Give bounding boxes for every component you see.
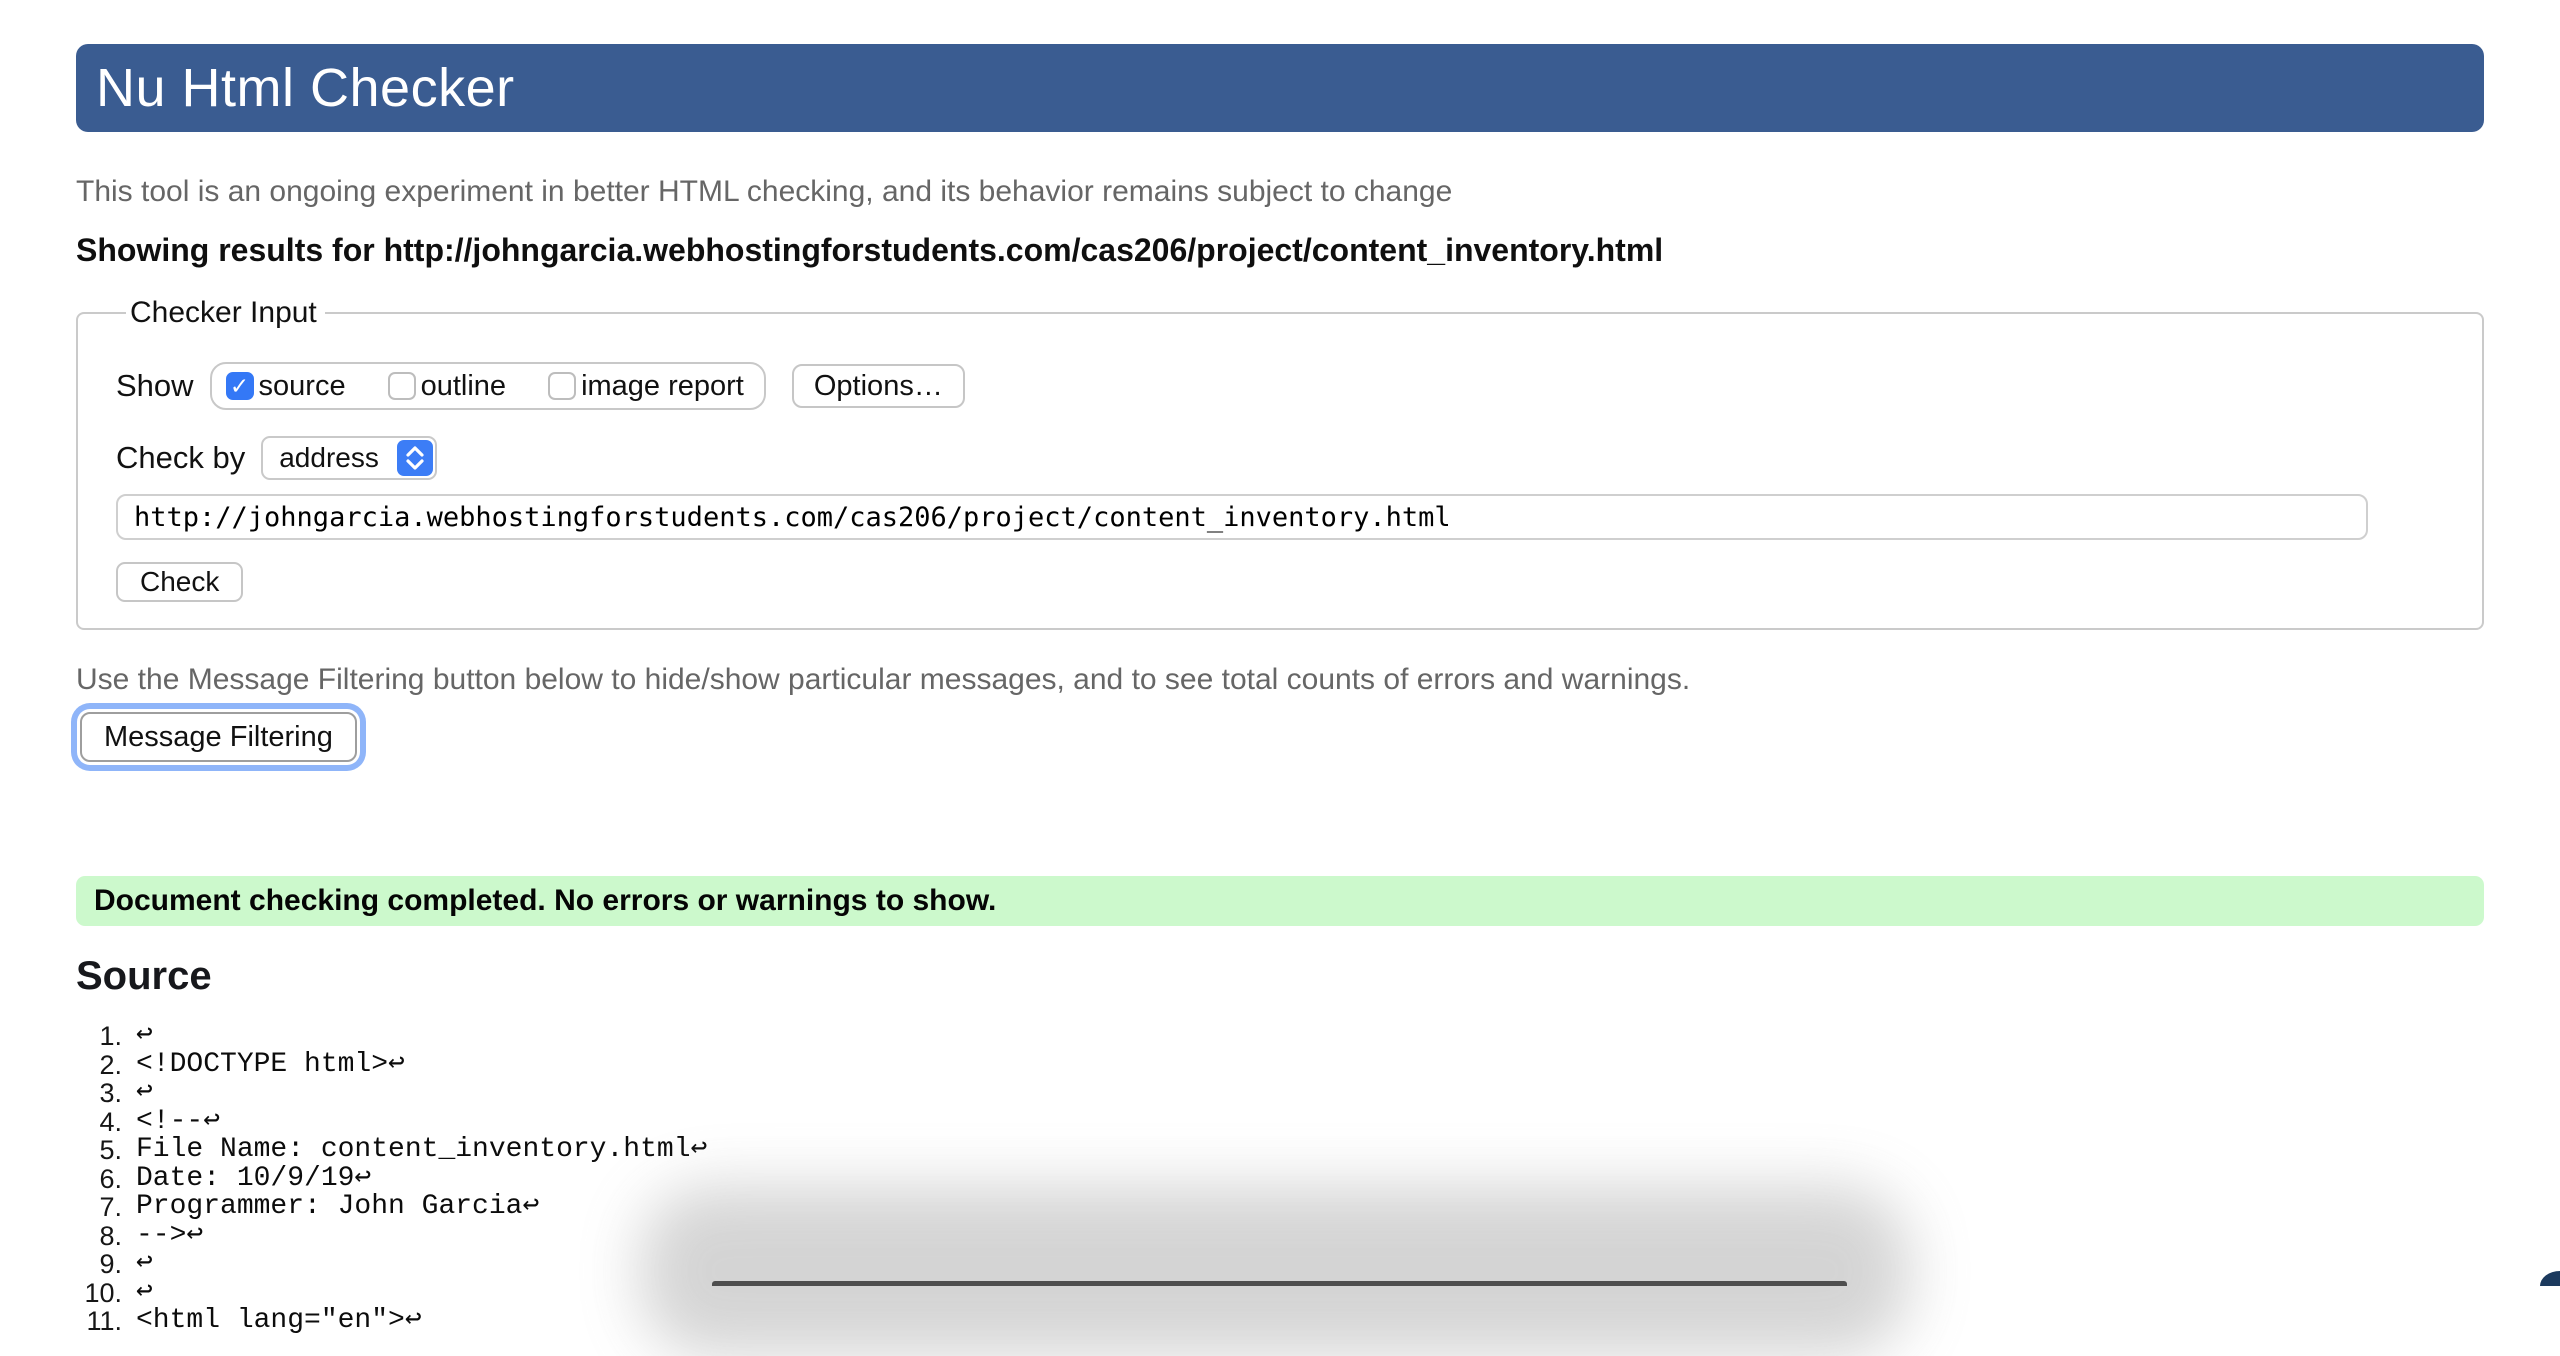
line-number bbox=[76, 1193, 122, 1222]
line-number bbox=[76, 1136, 122, 1165]
source-code: ↩ bbox=[136, 1276, 153, 1308]
options-button[interactable]: Options… bbox=[792, 364, 965, 408]
source-line bbox=[76, 1193, 2484, 1222]
source-code: ↩ bbox=[136, 1020, 153, 1051]
line-number bbox=[76, 1079, 122, 1108]
source-code: Programmer: John Garcia↩ bbox=[136, 1191, 540, 1222]
source-code: Date: 10/9/19↩ bbox=[136, 1162, 372, 1194]
check-button[interactable]: Check bbox=[116, 562, 243, 602]
checkbox-unchecked-icon[interactable] bbox=[548, 372, 576, 400]
results-heading: Showing results for http://johngarcia.webhostingforstudents.com/cas206/project/content_inventory.html bbox=[76, 232, 1664, 268]
check-by-row bbox=[116, 436, 2444, 480]
show-row bbox=[116, 362, 2444, 410]
source-code: File Name: content_inventory.html↩ bbox=[136, 1134, 708, 1165]
select-selected-value: address bbox=[279, 442, 379, 473]
source-code: <html lang="en">↩ bbox=[136, 1305, 422, 1336]
checkbox-checked-icon[interactable] bbox=[226, 372, 254, 400]
source-line bbox=[76, 1079, 2484, 1108]
checkbox-image-report-label: image report bbox=[581, 369, 744, 402]
check-button-row bbox=[116, 562, 2444, 602]
message-filtering-note: Use the Message Filtering button below to hide/show particular messages, and to see total counts of errors and warnings. bbox=[76, 663, 1691, 696]
show-options-group bbox=[210, 362, 766, 410]
line-number bbox=[76, 1250, 122, 1279]
message-filtering-button[interactable]: Message Filtering bbox=[80, 712, 357, 762]
select-arrows-icon bbox=[397, 440, 433, 476]
source-line bbox=[76, 1162, 2484, 1194]
source-code: -->↩ bbox=[136, 1219, 204, 1251]
line-number bbox=[76, 1022, 122, 1051]
page-title: Nu Html Checker bbox=[76, 44, 2484, 132]
source-code: ↩ bbox=[136, 1248, 153, 1279]
experiment-note: This tool is an ongoing experiment in better HTML checking, and its behavior remains subject to change bbox=[76, 175, 1453, 208]
line-number bbox=[76, 1222, 122, 1251]
checkbox-image-report[interactable] bbox=[548, 370, 744, 403]
overlapping-window-top-edge bbox=[712, 1281, 1847, 1286]
checkbox-unchecked-icon[interactable] bbox=[388, 372, 416, 400]
line-number bbox=[76, 1279, 122, 1308]
line-number bbox=[76, 1108, 122, 1137]
check-by-select[interactable] bbox=[261, 436, 437, 480]
source-line bbox=[76, 1219, 2484, 1251]
source-line bbox=[76, 1250, 2484, 1279]
check-by-label: Check by bbox=[116, 440, 246, 475]
source-line bbox=[76, 1105, 2484, 1137]
checkbox-outline-label: outline bbox=[420, 369, 507, 402]
checkbox-outline[interactable] bbox=[388, 370, 506, 403]
source-listing bbox=[76, 1022, 2484, 1336]
source-code: <!DOCTYPE html>↩ bbox=[136, 1048, 405, 1080]
source-line bbox=[76, 1307, 2484, 1336]
checkmark-icon: ✓ bbox=[229, 372, 250, 399]
source-code: ↩ bbox=[136, 1077, 153, 1108]
line-number bbox=[76, 1165, 122, 1194]
show-label: Show bbox=[116, 368, 194, 403]
bottom-right-window-corner bbox=[2540, 1271, 2560, 1286]
checkbox-source[interactable] bbox=[226, 370, 346, 403]
address-row bbox=[116, 494, 2444, 540]
source-heading: Source bbox=[76, 954, 212, 998]
source-line bbox=[76, 1022, 2484, 1051]
address-input[interactable] bbox=[116, 494, 2368, 540]
checker-input-legend: Checker Input bbox=[130, 296, 317, 329]
line-number bbox=[76, 1307, 122, 1336]
success-banner: Document checking completed. No errors or warnings to show. bbox=[76, 876, 2484, 926]
source-line bbox=[76, 1048, 2484, 1080]
source-code: <!--↩ bbox=[136, 1105, 221, 1137]
source-line bbox=[76, 1136, 2484, 1165]
line-number bbox=[76, 1051, 122, 1080]
checker-input-fieldset bbox=[76, 296, 2484, 630]
checkbox-source-label: source bbox=[258, 369, 346, 402]
